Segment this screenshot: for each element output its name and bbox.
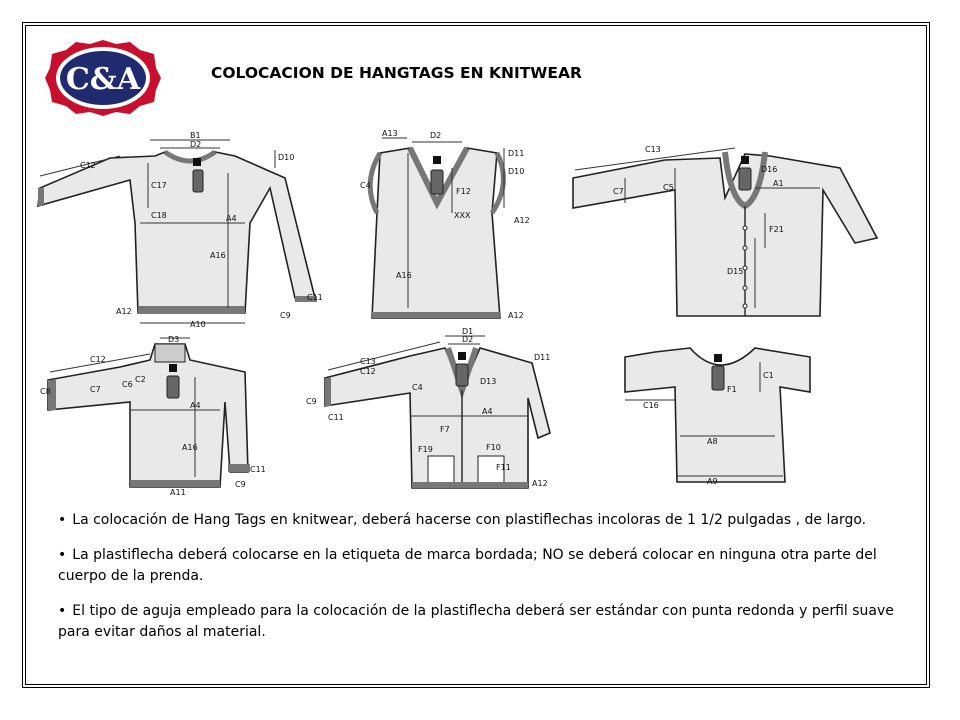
label-c11: C11: [328, 413, 344, 422]
ca-logo: [44, 38, 162, 118]
figure-cardigan-pockets: [300, 328, 555, 498]
label-f11: F11: [496, 463, 511, 472]
label-a4: A4: [226, 214, 237, 223]
label-c8: C8: [40, 387, 51, 396]
label-a13: A13: [382, 129, 398, 138]
label-f19: F19: [418, 445, 433, 454]
bullet-dot: •: [58, 512, 67, 528]
instruction-text: La plastiflecha deberá colocarse en la etiqueta de marca bordada; NO se deberá colocar en ninguna otra parte del cuerpo de la prenda.: [58, 547, 877, 584]
label-f10: F10: [486, 443, 501, 452]
label-d16: D16: [761, 165, 778, 174]
label-d1: D1: [462, 327, 474, 336]
label-d13: D13: [480, 377, 497, 386]
figure-vest: [352, 128, 547, 328]
label-f12: F12: [456, 187, 471, 196]
label-d11: D11: [508, 149, 525, 158]
label-c11: C11: [307, 293, 323, 302]
label-a8: A8: [707, 437, 718, 446]
label-c4: C4: [412, 383, 423, 392]
label-c16: C16: [643, 401, 659, 410]
label-f7: F7: [440, 425, 450, 434]
label-d3: D3: [168, 335, 180, 344]
label-c2: C2: [135, 375, 146, 384]
label-a12: A12: [116, 307, 132, 316]
label-c18: C18: [151, 211, 167, 220]
label-a1: A1: [773, 179, 784, 188]
label-c5: C5: [663, 183, 674, 192]
label-d10: D10: [278, 153, 295, 162]
label-d10: D10: [508, 167, 525, 176]
label-d2: D2: [462, 335, 474, 344]
instructions-list: [58, 510, 908, 657]
label-c11: C11: [250, 465, 266, 474]
instruction-item: [58, 601, 908, 643]
label-c12: C12: [360, 367, 376, 376]
label-f1: F1: [727, 385, 737, 394]
instruction-text: El tipo de aguja empleado para la colocación de la plastiflecha deberá ser estándar con punta redonda y perfil suave para evitar daños al material.: [58, 603, 894, 640]
label-d15: D15: [727, 267, 744, 276]
bullet-dot: •: [58, 603, 67, 619]
instruction-item: [58, 545, 908, 587]
label-d2: D2: [190, 140, 202, 149]
label-c17: C17: [151, 181, 167, 190]
label-a11: A11: [170, 488, 186, 497]
label-a12-bottom: A12: [508, 311, 524, 320]
label-b1: B1: [190, 131, 201, 140]
figure-top: [615, 332, 815, 492]
figure-cardigan-shawl: [565, 128, 885, 328]
label-a16: A16: [182, 443, 198, 452]
label-a4: A4: [190, 401, 201, 410]
label-c6: C6: [122, 380, 133, 389]
label-c9: C9: [235, 480, 246, 489]
label-a9: A9: [707, 477, 718, 486]
label-c4: C4: [360, 181, 371, 190]
label-c12: C12: [90, 355, 106, 364]
instruction-text: La colocación de Hang Tags en knitwear, deberá hacerse con plastiflechas incoloras de 1 1/2 pulgadas , de largo.: [72, 512, 867, 528]
label-a12-top: A12: [514, 216, 530, 225]
label-c9: C9: [280, 311, 291, 320]
label-xxx: XXX: [454, 211, 471, 220]
bullet-dot: •: [58, 547, 67, 563]
label-c1: C1: [763, 371, 774, 380]
label-a10: A10: [190, 320, 206, 329]
instruction-item: [58, 510, 908, 531]
figure-raglan: [30, 332, 275, 497]
figure-sweater: [30, 128, 335, 328]
label-a12: A12: [532, 479, 548, 488]
page-title: COLOCACION DE HANGTAGS EN KNITWEAR: [211, 64, 582, 82]
label-a16: A16: [396, 271, 412, 280]
label-c13: C13: [645, 145, 661, 154]
label-d11: D11: [534, 353, 551, 362]
label-a4: A4: [482, 407, 493, 416]
label-a16: A16: [210, 251, 226, 260]
label-c9: C9: [306, 397, 317, 406]
label-d2: D2: [430, 131, 442, 140]
label-c13: C13: [360, 357, 376, 366]
label-c7: C7: [613, 187, 624, 196]
logo-text: C&A: [65, 62, 141, 97]
label-c7: C7: [90, 385, 101, 394]
label-c12: C12: [80, 161, 96, 170]
label-f21: F21: [769, 225, 784, 234]
